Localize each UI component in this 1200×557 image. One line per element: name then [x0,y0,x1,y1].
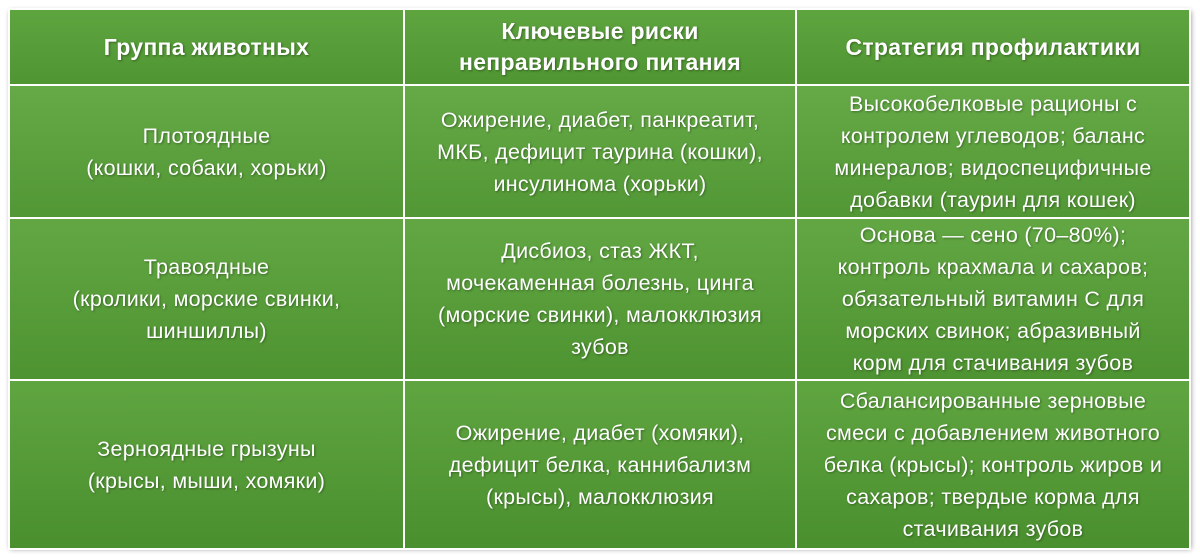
table [8,8,1191,550]
header-text: Группа животных [103,33,310,60]
cell-line: добавки (таурин для кошек) [850,187,1136,212]
header-text: Стратегия профилактики [845,33,1141,60]
cell-line: (морские свинки), малокклюзия [438,303,762,327]
table-row [9,380,1190,549]
cell-line: Ожирение, диабет (хомяки), [455,420,745,445]
cell-group [9,380,404,549]
cell-strategy [796,218,1190,380]
cell-line: сахаров; твердые корма для [846,484,1140,509]
cell-line: Основа — сено (70–80%); [859,223,1127,247]
header-text-line: неправильного питания [459,49,741,75]
cell-risks [404,380,796,549]
table-row [9,218,1190,380]
cell-line: контроль крахмала и сахаров; [837,255,1149,279]
cell-line: Плотоядные [142,123,271,148]
cell-line: Ожирение, диабет, панкреатит, [440,107,760,132]
table-header-row [9,9,1190,85]
cell-line: Сбалансированные зерновые [839,388,1147,413]
cell-line: (кошки, собаки, хорьки) [86,155,327,180]
table-row [9,85,1190,218]
cell-line: шиншиллы) [146,319,267,343]
cell-line: дефицит белка, каннибализм [448,452,752,477]
cell-line: мочекаменная болезнь, цинга [446,271,754,295]
cell-line: зубов [571,335,629,359]
cell-line: контролем углеводов; баланс [840,123,1146,148]
cell-strategy [796,380,1190,549]
header-prevention-strategy [796,9,1190,85]
header-text-line: Ключевые риски [501,18,699,44]
cell-line: Зерноядные грызуны [97,436,316,461]
cell-line: корм для стачивания зубов [852,351,1134,375]
cell-group [9,85,404,218]
cell-line: белка (крысы); контроль жиров и [823,452,1163,477]
cell-strategy [796,85,1190,218]
cell-line: (крысы), малокклюзия [485,484,714,509]
cell-line: минералов; видоспецифичные [834,155,1152,180]
cell-line: Дисбиоз, стаз ЖКТ, [501,239,699,263]
cell-line: Травоядные [143,255,270,279]
cell-line: смеси с добавлением животного [825,420,1160,445]
cell-line: морских свинок; абразивный [845,319,1141,343]
cell-line: инсулинома (хорьки) [493,171,707,196]
cell-line: Высокобелковые рационы с [848,91,1138,116]
nutrition-risk-table [8,8,1189,546]
cell-line: (крысы, мыши, хомяки) [87,468,326,493]
cell-line: обязательный витамин С для [841,287,1145,311]
cell-group [9,218,404,380]
header-text [459,18,741,75]
header-key-risks [404,9,796,85]
cell-risks [404,218,796,380]
cell-line: стачивания зубов [902,516,1084,541]
header-animal-group [9,9,404,85]
cell-line: (кролики, морские свинки, [72,287,341,311]
cell-line: МКБ, дефицит таурина (кошки), [437,139,763,164]
cell-risks [404,85,796,218]
